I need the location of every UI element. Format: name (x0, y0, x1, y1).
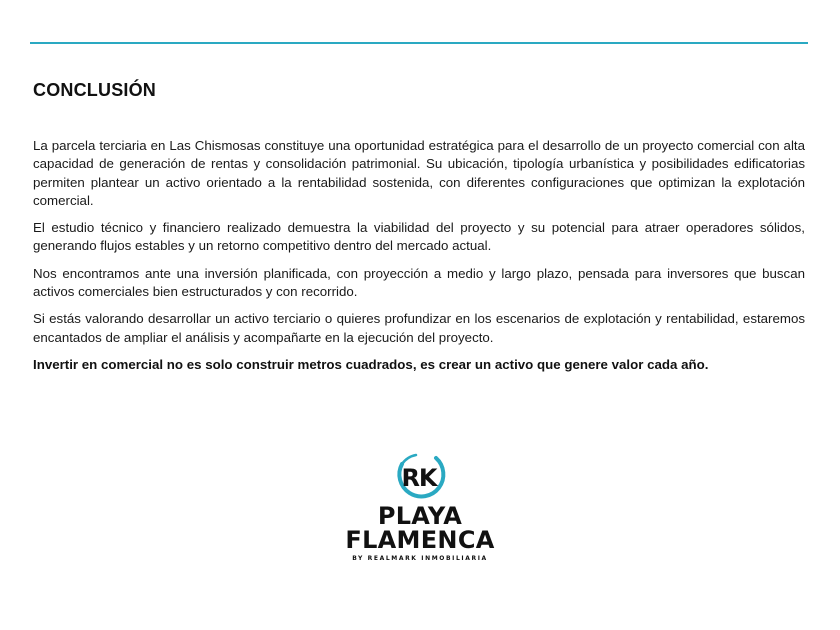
closing-statement: Invertir en comercial no es solo construir metros cuadrados, es crear un activo que genere valor cada año. (33, 356, 709, 372)
logo-tagline: BY REALMARK INMOBILIARIA (352, 555, 488, 562)
brand-logo (330, 450, 510, 570)
section-heading: CONCLUSIÓN (33, 80, 156, 100)
rk-monogram-icon (388, 450, 452, 502)
logo-monogram: RK (401, 464, 437, 492)
paragraph: El estudio técnico y financiero realizado demuestra la viabilidad del proyecto y su potencial para atraer operadores sólidos, generando flujos estables y un retorno competitivo dentro del mercado actual. (33, 220, 805, 254)
logo-line-playa: PLAYA (377, 502, 463, 530)
logo-line-flamenca: FLAMENCA (345, 526, 495, 554)
conclusion-body (33, 137, 805, 383)
header-divider (30, 42, 808, 44)
paragraph: Nos encontramos ante una inversión planificada, con proyección a medio y largo plazo, pensada para inversores que buscan activos comerciales bien estructurados y con recorrido. (33, 265, 805, 300)
paragraph: La parcela terciaria en Las Chismosas constituye una oportunidad estratégica para el desarrollo de un proyecto comercial con alta capacidad de generación de rentas y consolidación patrimonial. Su ubicación, tipología urbanística y posibilidades edificatorias permiten plantear un activo orientado a la rentabilidad sostenida, con diferentes configuraciones que optimizan la explotación comercial. (33, 138, 805, 208)
paragraph: Si estás valorando desarrollar un activo terciario o quieres profundizar en los escenarios de explotación y rentabilidad, estaremos encantados de ampliar el análisis y acompañarte en la ejecución del proyecto. (33, 311, 805, 345)
